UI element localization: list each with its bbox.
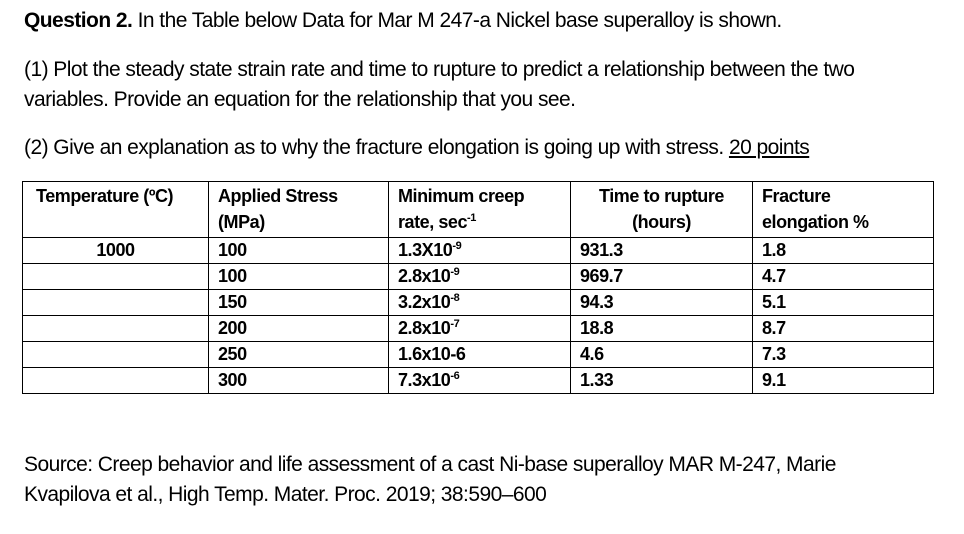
creep-rate-base: 7.3x10 bbox=[398, 370, 451, 390]
cell-elongation: 8.7 bbox=[753, 316, 934, 342]
part-1-text bbox=[24, 55, 854, 115]
source-line-2: Kvapilova et al., High Temp. Mater. Proc. 2019; 38:590–600 bbox=[24, 483, 547, 506]
table-row bbox=[23, 342, 934, 368]
table-row bbox=[23, 368, 934, 394]
header-time-to-rupture bbox=[571, 182, 753, 238]
creep-data-table bbox=[22, 181, 934, 394]
cell-rupture-time: 969.7 bbox=[571, 264, 753, 290]
cell-temperature bbox=[23, 342, 209, 368]
header-creep-line-1: Minimum creep bbox=[398, 186, 525, 206]
table-header-row bbox=[23, 182, 934, 238]
creep-rate-exponent: -7 bbox=[450, 318, 460, 330]
header-applied-stress bbox=[209, 182, 389, 238]
cell-temperature bbox=[23, 316, 209, 342]
header-temperature-text: Temperature (ºC) bbox=[36, 186, 174, 206]
part-1-line-1: (1) Plot the steady state strain rate and time to rupture to predict a relationship between the two bbox=[24, 58, 855, 81]
header-stress-line-1: Applied Stress bbox=[218, 186, 338, 206]
source-line-1: Source: Creep behavior and life assessment of a cast Ni-base superalloy MAR M-247, Marie bbox=[24, 453, 836, 476]
header-temperature bbox=[23, 182, 209, 238]
header-stress-line-2: (MPa) bbox=[218, 212, 265, 232]
creep-rate-exponent: -6 bbox=[450, 370, 460, 382]
cell-creep-rate bbox=[389, 342, 571, 368]
cell-stress: 300 bbox=[209, 368, 389, 394]
part-2-text bbox=[24, 133, 809, 163]
header-creep-exponent: -1 bbox=[467, 212, 476, 224]
part-2-question: (2) Give an explanation as to why the fracture elongation is going up with stress. bbox=[24, 136, 729, 159]
cell-elongation: 5.1 bbox=[753, 290, 934, 316]
creep-rate-exponent: -9 bbox=[450, 266, 460, 278]
creep-rate-base: 2.8x10 bbox=[398, 318, 451, 338]
cell-rupture-time: 94.3 bbox=[571, 290, 753, 316]
cell-creep-rate bbox=[389, 264, 571, 290]
source-citation bbox=[24, 450, 944, 510]
header-min-creep-rate bbox=[389, 182, 571, 238]
question-label: Question 2. bbox=[24, 9, 133, 32]
header-elong-line-1: Fracture bbox=[762, 186, 831, 206]
cell-rupture-time: 4.6 bbox=[571, 342, 753, 368]
creep-rate-base: 1.6x10-6 bbox=[398, 344, 466, 364]
cell-creep-rate bbox=[389, 290, 571, 316]
table-row bbox=[23, 290, 934, 316]
cell-temperature: 1000 bbox=[23, 238, 209, 264]
cell-elongation: 9.1 bbox=[753, 368, 934, 394]
creep-rate-exponent: -9 bbox=[452, 240, 462, 252]
cell-stress: 100 bbox=[209, 238, 389, 264]
cell-elongation: 1.8 bbox=[753, 238, 934, 264]
cell-stress: 200 bbox=[209, 316, 389, 342]
creep-rate-base: 3.2x10 bbox=[398, 292, 451, 312]
cell-creep-rate bbox=[389, 316, 571, 342]
cell-rupture-time: 18.8 bbox=[571, 316, 753, 342]
cell-temperature bbox=[23, 264, 209, 290]
cell-rupture-time: 1.33 bbox=[571, 368, 753, 394]
table-row bbox=[23, 264, 934, 290]
part-1-line-2: variables. Provide an equation for the relationship that you see. bbox=[24, 88, 576, 111]
points-label: 20 points bbox=[728, 136, 810, 159]
cell-stress: 250 bbox=[209, 342, 389, 368]
creep-rate-exponent: -8 bbox=[450, 292, 460, 304]
table-row bbox=[23, 316, 934, 342]
header-elong-line-2: elongation % bbox=[762, 212, 869, 232]
header-creep-line-2: rate, sec bbox=[398, 212, 468, 232]
header-rupture-line-1: Time to rupture bbox=[599, 186, 724, 206]
cell-elongation: 4.7 bbox=[753, 264, 934, 290]
cell-stress: 150 bbox=[209, 290, 389, 316]
question-intro: In the Table below Data for Mar M 247-a Nickel base superalloy is shown. bbox=[132, 9, 782, 32]
creep-rate-base: 1.3X10 bbox=[398, 240, 453, 260]
creep-rate-base: 2.8x10 bbox=[398, 266, 451, 286]
cell-creep-rate bbox=[389, 368, 571, 394]
question-heading bbox=[24, 6, 782, 36]
cell-temperature bbox=[23, 290, 209, 316]
cell-elongation: 7.3 bbox=[753, 342, 934, 368]
cell-stress: 100 bbox=[209, 264, 389, 290]
table-row bbox=[23, 238, 934, 264]
cell-rupture-time: 931.3 bbox=[571, 238, 753, 264]
header-rupture-line-2: (hours) bbox=[632, 212, 691, 232]
header-fracture-elongation bbox=[753, 182, 934, 238]
cell-creep-rate bbox=[389, 238, 571, 264]
cell-temperature bbox=[23, 368, 209, 394]
